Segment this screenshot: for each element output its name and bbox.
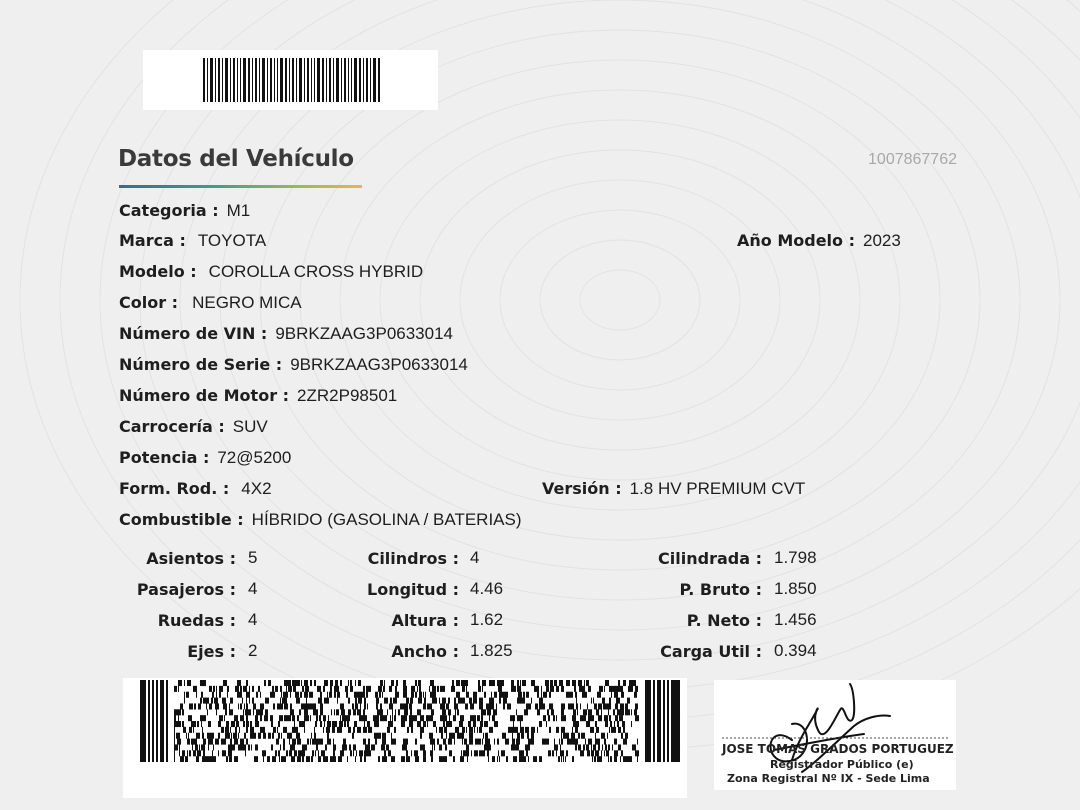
field-value: COROLLA CROSS HYBRID	[208, 262, 424, 281]
field-value: 72@5200	[217, 448, 292, 467]
field-color	[119, 293, 302, 313]
field-marca	[119, 231, 266, 251]
page-title: Datos del Vehículo	[118, 146, 354, 172]
field-modelo	[119, 262, 423, 282]
spec-label-p-bruto: P. Bruto :	[679, 580, 762, 599]
field-vin	[119, 324, 453, 344]
field-potencia	[119, 448, 291, 468]
top-barcode-panel	[143, 50, 438, 110]
field-label: Categoria :	[119, 201, 219, 220]
title-underline	[119, 185, 362, 188]
barcode-icon	[143, 50, 438, 110]
field-motor	[119, 386, 397, 406]
spec-value-p-bruto: 1.850	[774, 579, 817, 598]
spec-label-ejes: Ejes :	[187, 642, 236, 661]
field-label: Versión :	[542, 479, 622, 498]
pdf417-barcode-icon	[140, 680, 680, 762]
field-value: 9BRKZAAG3P0633014	[290, 355, 468, 374]
field-label: Número de VIN :	[119, 324, 268, 343]
field-anio-modelo	[737, 231, 901, 251]
field-carroceria	[119, 417, 268, 437]
spec-label-carga-util: Carga Util :	[660, 642, 762, 661]
field-label: Número de Serie :	[119, 355, 283, 374]
spec-value-carga-util: 0.394	[774, 641, 817, 660]
spec-value-altura: 1.62	[470, 610, 504, 629]
spec-label-asientos: Asientos :	[146, 549, 236, 568]
field-value: 1.8 HV PREMIUM CVT	[629, 479, 806, 498]
field-value: 4X2	[241, 479, 272, 498]
spec-label-cilindros: Cilindros :	[367, 549, 459, 568]
field-combustible	[119, 510, 522, 530]
field-serie	[119, 355, 468, 375]
field-label: Form. Rod. :	[119, 479, 230, 498]
field-label: Potencia :	[119, 448, 210, 467]
field-value: SUV	[232, 417, 268, 436]
spec-label-ancho: Ancho :	[391, 642, 459, 661]
spec-value-asientos: 5	[248, 548, 258, 567]
signatory-zone: Zona Registral Nº IX - Sede Lima	[727, 772, 930, 785]
spec-value-cilindros: 4	[470, 548, 480, 567]
document-number: 1007867762	[868, 151, 957, 168]
field-label: Número de Motor :	[119, 386, 290, 405]
field-version	[542, 479, 805, 499]
field-label: Marca :	[119, 231, 186, 250]
field-value: 2ZR2P98501	[297, 386, 398, 405]
signatory-name: JOSE TOMAS GRADOS PORTUGUEZ	[722, 742, 954, 756]
field-label: Color :	[119, 293, 179, 312]
spec-label-longitud: Longitud :	[367, 580, 459, 599]
field-value: NEGRO MICA	[192, 293, 302, 312]
field-label: Modelo :	[119, 262, 197, 281]
field-value: 2023	[863, 231, 901, 250]
spec-value-p-neto: 1.456	[774, 610, 817, 629]
field-value: M1	[226, 201, 251, 220]
spec-label-ruedas: Ruedas :	[157, 611, 236, 630]
field-label: Combustible :	[119, 510, 244, 529]
field-categoria	[119, 201, 250, 221]
field-form-rod	[119, 479, 272, 499]
spec-label-cilindrada: Cilindrada :	[658, 549, 762, 568]
field-value: TOYOTA	[197, 231, 267, 250]
spec-value-ancho: 1.825	[470, 641, 513, 660]
field-label: Año Modelo :	[737, 231, 855, 250]
spec-label-altura: Altura :	[391, 611, 459, 630]
field-value: HÍBRIDO (GASOLINA / BATERIAS)	[251, 510, 522, 529]
signatory-role: Registrador Público (e)	[770, 758, 914, 771]
spec-value-longitud: 4.46	[470, 579, 504, 598]
spec-label-pasajeros: Pasajeros :	[136, 580, 236, 599]
spec-value-ruedas: 4	[248, 610, 258, 629]
field-label: Carrocería :	[119, 417, 225, 436]
spec-label-p-neto: P. Neto :	[686, 611, 762, 630]
field-value: 9BRKZAAG3P0633014	[275, 324, 453, 343]
spec-value-pasajeros: 4	[248, 579, 258, 598]
spec-value-ejes: 2	[248, 641, 258, 660]
spec-value-cilindrada: 1.798	[774, 548, 817, 567]
